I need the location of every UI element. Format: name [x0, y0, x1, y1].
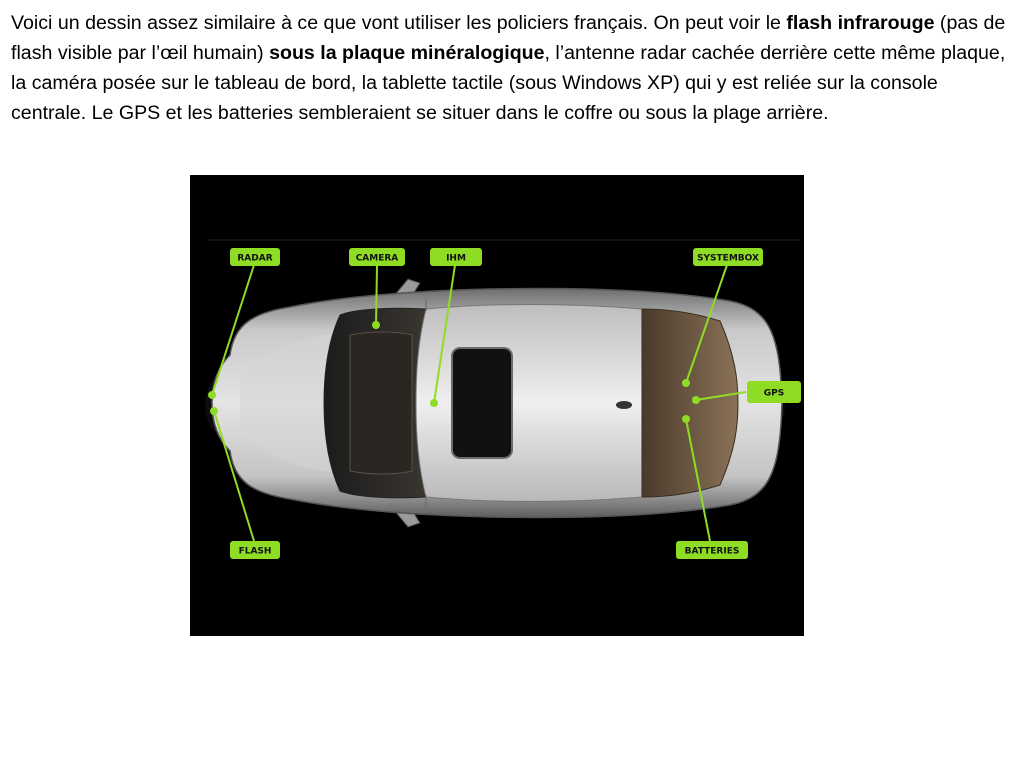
- point-ihm: [431, 400, 437, 406]
- label-systembox: [693, 248, 763, 266]
- label-flash-text: FLASH: [238, 546, 272, 557]
- caption-bold-plate: sous la plaque minéralogique: [269, 42, 545, 64]
- label-radar: [230, 248, 280, 266]
- label-batteries: [676, 541, 748, 559]
- label-radar-text: RADAR: [237, 253, 273, 264]
- point-radar: [209, 392, 215, 398]
- dashboard: [350, 332, 412, 474]
- label-gps: [747, 381, 801, 403]
- label-ihm: [430, 248, 482, 266]
- label-camera: [349, 248, 405, 266]
- caption-text-3: , l’antenne radar cachée derrière cette même plaque, la caméra posée sur le tableau de bord, la tablette tactile (sous Windows XP) qui y est reliée sur la console centrale. Le GPS et les batteries sembleraient se situer dans le coffre ou sous la plage arrière.: [11, 42, 1006, 124]
- caption-text-1: Voici un dessin assez similaire à ce que vont utiliser les policiers français. On peut voir le: [11, 12, 787, 34]
- label-systembox-text: SYSTEMBOX: [697, 253, 759, 264]
- car-diagram-svg: [190, 175, 804, 636]
- label-flash: [230, 541, 280, 559]
- point-flash: [211, 408, 217, 414]
- label-camera-text: CAMERA: [355, 253, 399, 264]
- roof: [416, 305, 642, 502]
- label-batteries-text: BATTERIES: [684, 546, 740, 557]
- roof-antenna: [616, 401, 632, 409]
- point-batteries: [683, 416, 689, 422]
- point-systembox: [683, 380, 689, 386]
- point-camera: [373, 322, 379, 328]
- caption-bold-flash: flash infrarouge: [786, 12, 935, 34]
- caption-text-2: (pas de flash visible par l’œil humain): [11, 12, 1006, 64]
- leader-camera: [376, 265, 377, 325]
- rear-trunk: [642, 309, 738, 497]
- caption-paragraph: [11, 8, 1011, 128]
- point-gps: [693, 397, 699, 403]
- label-ihm-text: IHM: [446, 253, 466, 264]
- police-car-diagram: [190, 175, 804, 636]
- sunroof: [452, 348, 512, 458]
- label-gps-text: GPS: [763, 388, 785, 399]
